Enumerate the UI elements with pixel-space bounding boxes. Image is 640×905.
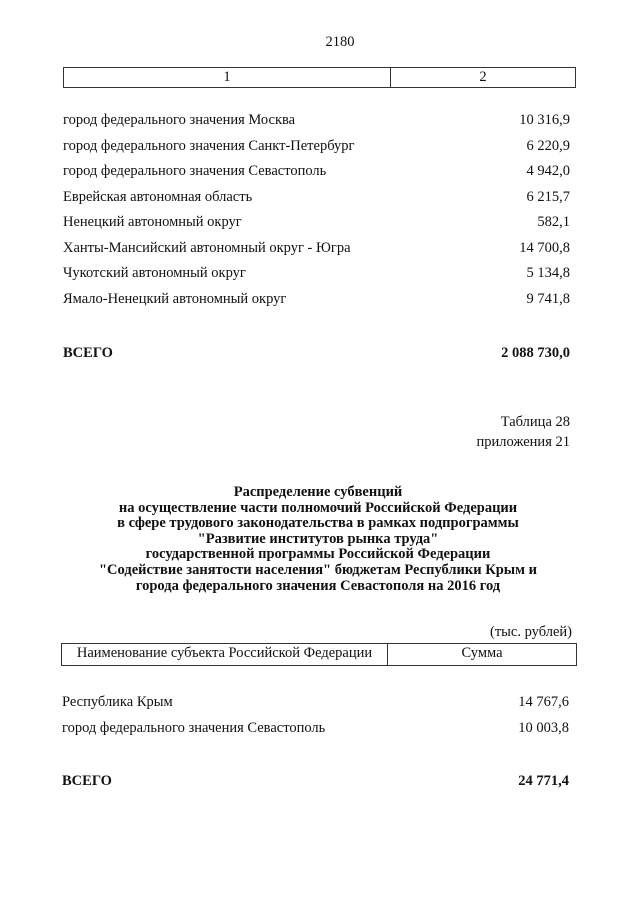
row-value: 4 942,0	[526, 163, 570, 179]
row-value: 6 220,9	[526, 137, 570, 154]
row-name: город федерального значения Санкт-Петербург	[63, 137, 355, 154]
row-name: Республика Крым	[62, 694, 173, 710]
page-number: 2180	[325, 34, 355, 50]
row-name: Ямало-Ненецкий автономный округ	[63, 290, 287, 307]
table2-row	[62, 693, 569, 711]
table1-row	[63, 239, 570, 257]
row-name: Чукотский автономный округ	[63, 265, 246, 281]
row-value: 6 215,7	[526, 188, 570, 205]
row-name: город федерального значения Москва	[63, 112, 296, 128]
table1-total-value: 2 088 730,0	[501, 345, 570, 361]
table2-header-sum: Сумма	[461, 645, 503, 661]
table1-row	[63, 162, 570, 180]
row-value: 10 003,8	[518, 720, 569, 736]
table2-title	[0, 485, 636, 594]
table1-header-col2: 2	[479, 69, 487, 85]
table1-row	[63, 264, 570, 282]
table1-row	[63, 111, 570, 129]
title-line: государственной программы Российской Федерации	[145, 546, 491, 563]
table1-total-label: ВСЕГО	[63, 345, 113, 361]
table1-header-col1: 1	[64, 68, 391, 87]
table-ref-appendix: приложения 21	[476, 434, 570, 450]
table-ref-number: Таблица 28	[500, 414, 570, 430]
row-name: Ненецкий автономный округ	[63, 214, 242, 230]
row-value: 9 741,8	[526, 290, 570, 307]
row-name: Еврейская автономная область	[63, 188, 253, 205]
table1-row	[63, 188, 570, 206]
units-label: (тыс. рублей)	[490, 624, 572, 640]
table1-total-row	[63, 344, 570, 362]
table2-row	[62, 719, 569, 737]
row-name: Ханты-Мансийский автономный округ - Югра	[63, 239, 351, 256]
row-value: 14 700,8	[519, 239, 570, 256]
table2-total-label: ВСЕГО	[62, 773, 112, 789]
title-line: "Содействие занятости населения" бюджетам Республики Крым и	[99, 561, 537, 578]
title-line: "Развитие институтов рынка труда"	[197, 530, 439, 547]
title-line: города федерального значения Севастополя на 2016 год	[135, 577, 501, 594]
title-line: в сфере трудового законодательства в рамках подпрограммы	[117, 515, 519, 532]
row-value: 5 134,8	[526, 265, 570, 281]
title-line: на осуществление части полномочий Российской Федерации	[118, 499, 518, 516]
row-name: город федерального значения Севастополь	[63, 163, 327, 179]
table1-header	[63, 67, 576, 88]
table2-header	[61, 643, 577, 666]
title-line: Распределение субвенций	[233, 484, 403, 500]
row-value: 14 767,6	[518, 694, 569, 710]
table2-header-name: Наименование субъекта Российской Федерации	[62, 644, 388, 665]
row-value: 582,1	[537, 214, 570, 230]
row-value: 10 316,9	[519, 112, 570, 128]
row-name: город федерального значения Севастополь	[62, 720, 326, 736]
table1-row	[63, 290, 570, 308]
table1-row	[63, 213, 570, 231]
table2-total-value: 24 771,4	[518, 773, 569, 789]
table2-total-row	[62, 772, 569, 790]
table1-row	[63, 137, 570, 155]
